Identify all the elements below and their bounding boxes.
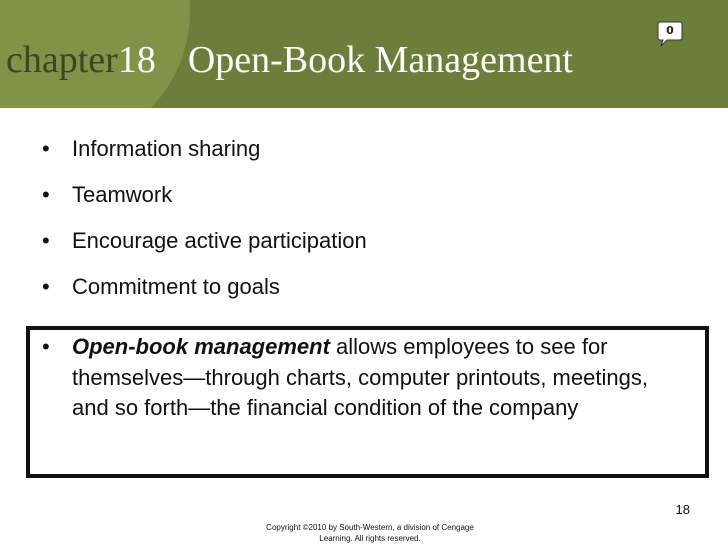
bullet-text: Information sharing <box>72 136 261 161</box>
bullet-dot: • <box>42 228 50 253</box>
definition-bullet <box>42 332 682 424</box>
comment-count: 0 <box>666 24 674 37</box>
bullet-dot: • <box>42 136 50 161</box>
comment-bubble-icon[interactable] <box>657 20 683 46</box>
bullet-list <box>42 134 682 318</box>
bullet-text: Teamwork <box>72 182 173 207</box>
copyright-notice <box>250 522 490 544</box>
page-number: 18 <box>675 502 690 517</box>
bullet-item <box>42 134 682 164</box>
slide-title <box>6 38 573 82</box>
bullet-dot: • <box>42 182 50 207</box>
bullet-item <box>42 272 682 302</box>
bullet-item <box>42 226 682 256</box>
bullet-text: Commitment to goals <box>72 274 280 299</box>
bullet-text: Encourage active participation <box>72 228 367 253</box>
bullet-item <box>42 180 682 210</box>
definition-text: allows employees to see for themselves—through charts, computer printouts, meetings, and so forth—the financial condition of the company <box>72 334 648 420</box>
chapter-number: 18 <box>117 39 156 81</box>
bullet-dot: • <box>42 334 50 359</box>
slide-header <box>0 0 728 108</box>
copyright-line: Copyright ©2010 by South-Western, a division of Cengage <box>266 523 474 532</box>
chapter-word: chapter <box>6 39 118 81</box>
copyright-line: Learning. All rights reserved. <box>319 534 421 543</box>
title-text: Open-Book Management <box>187 39 573 81</box>
bullet-dot: • <box>42 274 50 299</box>
definition-term: Open-book management <box>72 334 330 359</box>
